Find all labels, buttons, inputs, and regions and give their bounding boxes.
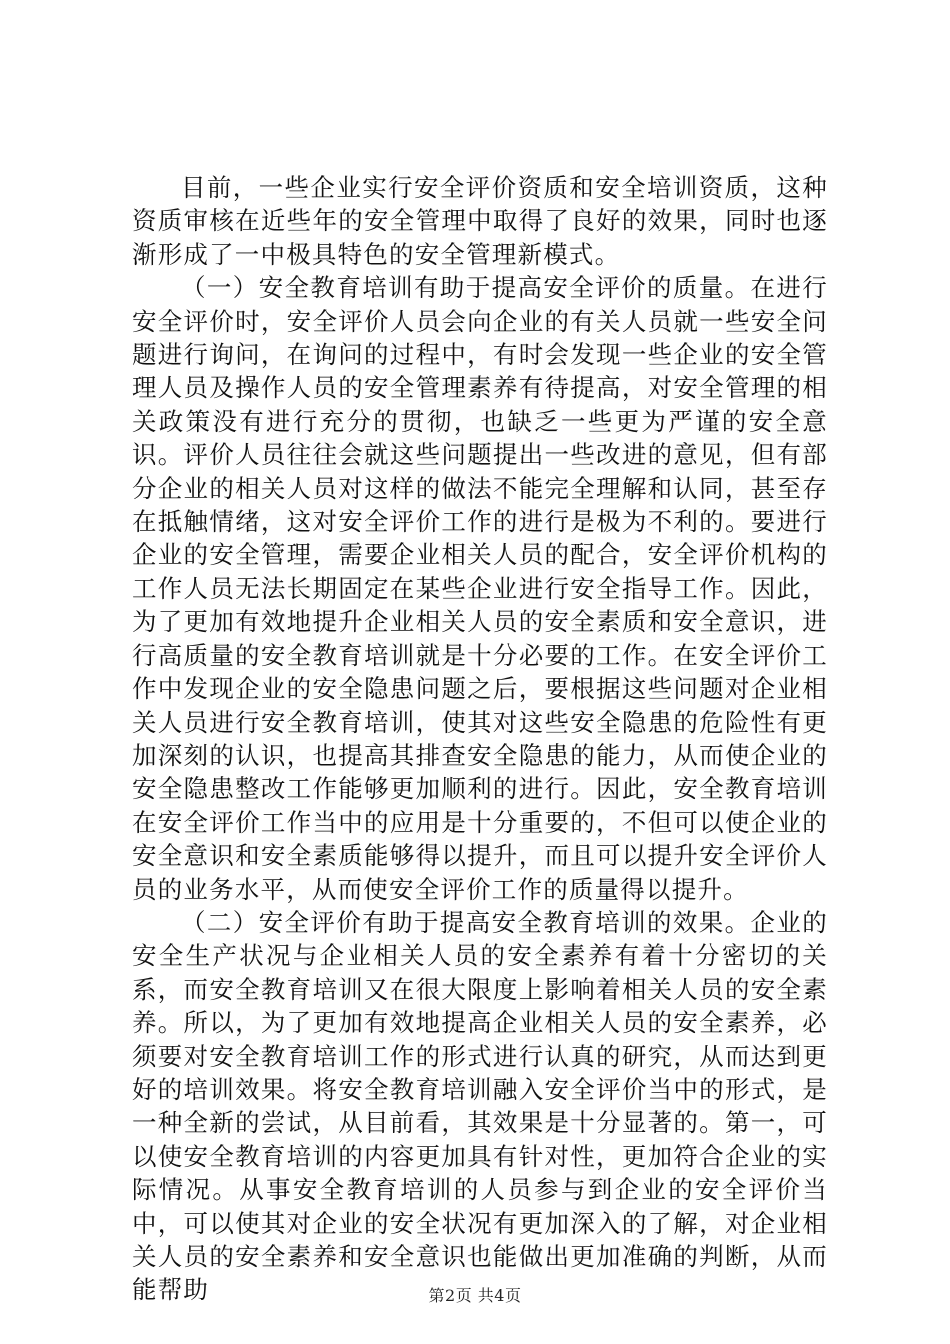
page-number-footer: 第2页 共4页 [428,1286,522,1305]
document-body [132,171,828,1307]
paragraph-intro: 目前，一些企业实行安全评价资质和安全培训资质，这种资质审核在近些年的安全管理中取得了良好的效果，同时也逐渐形成了一中极具特色的安全管理新模式。 [132,173,828,269]
paragraph-section-two: （二）安全评价有助于提高安全教育培训的效果。企业的安全生产状况与企业相关人员的安全素养有着十分密切的关系，而安全教育培训又在很大限度上影响着相关人员的安全素养。所以，为了更加有效地提高企业相关人员的安全素养，必须要对安全教育培训工作的形式进行认真的研究，从而达到更好的培训效果。将安全教育培训融入安全评价当中的形式，是一种全新的尝试，从目前看，其效果是十分显著的。第一，可以使安全教育培训的内容更加具有针对性，更加符合企业的实际情况。从事安全教育培训的人员参与到企业的安全评价当中，可以使其对企业的安全状况有更加深入的了解，对企业相关人员的安全素养和安全意识也能做出更加准确的判断，从而能帮助 [132,907,828,1305]
paragraph-section-one: （一）安全教育培训有助于提高安全评价的质量。在进行安全评价时，安全评价人员会向企业的有关人员就一些安全问题进行询问，在询问的过程中，有时会发现一些企业的安全管理人员及操作人员的安全管理素养有待提高，对安全管理的相关政策没有进行充分的贯彻，也缺乏一些更为严谨的安全意识。评价人员往往会就这些问题提出一些改进的意见，但有部分企业的相关人员对这样的做法不能完全理解和认同，甚至存在抵触情绪，这对安全评价工作的进行是极为不利的。要进行企业的安全管理，需要企业相关人员的配合，安全评价机构的工作人员无法长期固定在某些企业进行安全指导工作。因此，为了更加有效地提升企业相关人员的安全素质和安全意识，进行高质量的安全教育培训就是十分必要的工作。在安全评价工作中发现企业的安全隐患问题之后，要根据这些问题对企业相关人员进行安全教育培训，使其对这些安全隐患的危险性有更加深刻的认识，也提高其排查安全隐患的能力，从而使企业的安全隐患整改工作能够更加顺利的进行。因此，安全教育培训在安全评价工作当中的应用是十分重要的，不但可以使企业的安全意识和安全素质能够得以提升，而且可以提升安全评价人员的业务水平，从而使安全评价工作的质量得以提升。 [132,273,828,904]
